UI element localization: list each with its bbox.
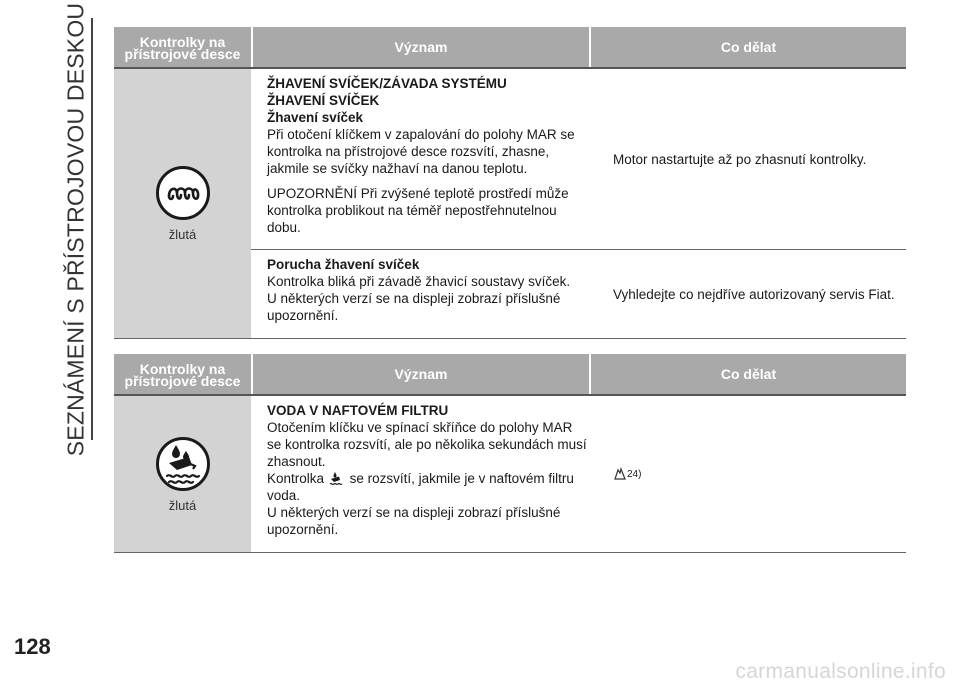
water-in-fuel-icon	[155, 436, 211, 492]
title-line: VODA V NAFTOVÉM FILTRU	[267, 403, 449, 418]
side-rule	[91, 18, 93, 440]
description-text: U některých verzí se na displeji zobrazí příslušné upozornění.	[267, 505, 561, 537]
icon-cell	[114, 69, 251, 338]
subtitle-line: Žhavení svíček	[267, 110, 364, 125]
todo-text: Vyhledejte co nejdříve autorizovaný servis Fiat.	[613, 286, 895, 302]
table-body	[114, 396, 906, 553]
footnote-reference[interactable]: 24)	[613, 466, 641, 483]
description-text: Kontrolka se rozsvítí, jakmile je v naftovém filtru voda.	[267, 471, 574, 503]
warning-light-table-water-in-fuel	[114, 354, 906, 553]
watermark: carmanualsonline.info	[735, 660, 946, 683]
header-warning-lights: Kontrolky na přístrojové desce	[114, 27, 251, 67]
table-row	[251, 396, 906, 552]
page-number: 128	[14, 634, 51, 659]
header-what-to-do: Co dělat	[591, 354, 906, 394]
todo-cell	[597, 250, 906, 338]
warning-light-table-glow-plug	[114, 27, 906, 339]
table-row	[251, 69, 906, 249]
icon-color-label: žlutá	[168, 497, 197, 513]
title-line: ŽHAVENÍ SVÍČEK	[267, 93, 380, 108]
side-title: SEZNÁMENÍ S PŘÍSTROJOVOU DESKOU	[62, 2, 89, 456]
meaning-cell	[251, 396, 597, 552]
warning-hand-icon	[613, 467, 627, 481]
todo-cell	[597, 69, 906, 249]
warning-text: UPOZORNĚNÍ Při zvýšené teplotě prostředí může kontrolka problikout na téměř nepostřehnutelnou dobu.	[267, 186, 569, 235]
description-text: Kontrolka bliká při závadě žhavicí soustavy svíček.	[267, 274, 571, 289]
description-text: U některých verzí se na displeji zobrazí příslušné upozornění.	[267, 291, 561, 323]
description-text: Při otočení klíčkem v zapalování do polohy MAR se kontrolka na přístrojové desce rozsvítí, zhasne, jakmile se svíčky nažhaví na danou teplotu.	[267, 127, 575, 176]
table-header	[114, 27, 906, 69]
glow-plug-icon	[155, 165, 211, 221]
table-header	[114, 354, 906, 396]
table-body	[114, 69, 906, 339]
header-what-to-do: Co dělat	[591, 27, 906, 67]
header-meaning: Význam	[253, 354, 589, 394]
water-in-fuel-inline-icon	[329, 471, 345, 487]
meaning-cell	[251, 250, 597, 338]
meaning-cell	[251, 69, 597, 249]
header-warning-lights: Kontrolky na přístrojové desce	[114, 354, 251, 394]
todo-cell	[597, 396, 906, 552]
icon-cell	[114, 396, 251, 552]
header-meaning: Význam	[253, 27, 589, 67]
icon-color-label: žlutá	[168, 227, 197, 242]
table-row	[251, 249, 906, 338]
todo-text: Motor nastartujte až po zhasnutí kontrolky.	[613, 151, 867, 167]
title-line: Porucha žhavení svíček	[267, 257, 420, 272]
description-text: Otočením klíčku ve spínací skříňce do polohy MAR se kontrolka rozsvítí, ale po několika sekundách musí zhasnout.	[267, 420, 587, 469]
title-line: ŽHAVENÍ SVÍČEK/ZÁVADA SYSTÉMU	[267, 76, 507, 91]
